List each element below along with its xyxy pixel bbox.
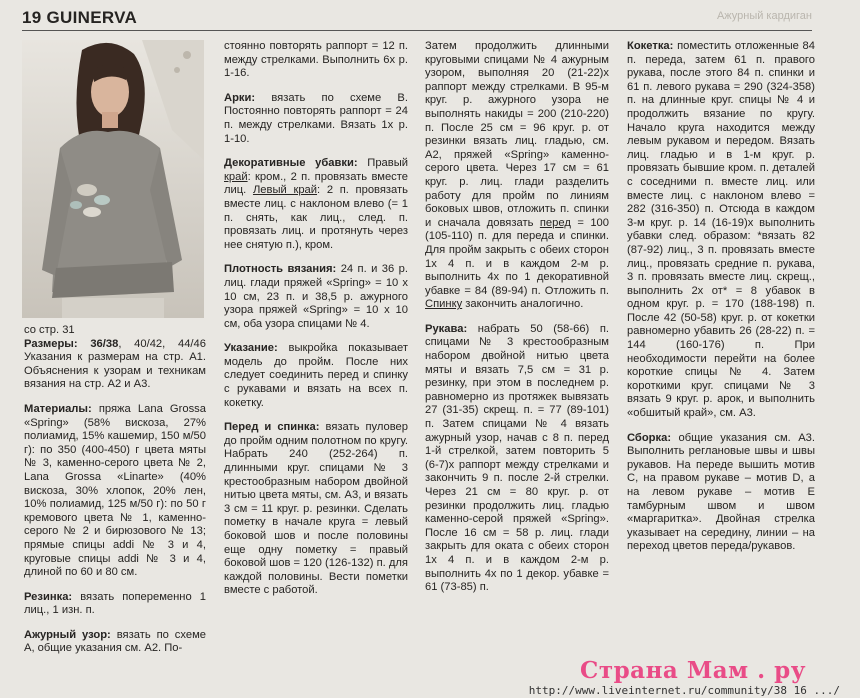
materials-paragraph <box>24 403 206 580</box>
arches-label: Арки: <box>224 91 256 104</box>
site-watermark-logo: Страна Мам . ру <box>580 657 806 684</box>
back-word: Спинку <box>425 298 463 311</box>
lace-label: Ажурный узор: <box>24 628 111 641</box>
lace-continued: стоянно повторять раппорт = 12 п. между стрелками. Выполнить 6х р. 1-16. <box>224 40 408 80</box>
arches-paragraph <box>224 92 408 146</box>
sizes-value: 36/38 <box>90 337 119 350</box>
model-photo <box>22 40 204 318</box>
body-continued-tail: = 100 (105-110) п. для переда и спинки. Для пройм закрыть с обеих сторон 1х 4 п. и в каждом 2-м р. выполнить 4х по 1 декоративной убавке = 84 (89-94) п. Отложить п. <box>425 216 609 297</box>
assembly-paragraph <box>627 432 815 554</box>
sizes-rest: , 40/42, 44/46 <box>118 337 206 350</box>
rib-paragraph <box>24 591 206 618</box>
rib-text: вязать попеременно 1 лиц., 1 изн. п. <box>24 590 206 617</box>
assembly-label: Сборка: <box>627 431 672 444</box>
column-4 <box>627 40 815 565</box>
density-text: 24 п. и 36 р. лиц. глади пряжей «Spring» = 10 х 10 см, 23 п. и 38,5 р. ажурного узора пряжей «Spring» = 10 х 10 см, оба узора спицами № 4. <box>224 263 408 330</box>
lace-text: вязать по схеме А, общие указания см. А2. По- <box>24 628 207 655</box>
note-text: выкройка показывает модель до пройм. После них следует соединить перед и спинку с рукавами и вязать на всех п. кокетку. <box>224 342 409 409</box>
header-bleed-text: Ажурный кардиган <box>716 10 812 22</box>
decorative-decreases-label: Декоративные убавки: <box>224 157 358 170</box>
body-continued-paragraph <box>425 40 609 312</box>
front-back-paragraph <box>224 421 408 598</box>
page-title: 19 GUINERVA <box>22 8 138 27</box>
yoke-label: Кокетка: <box>627 40 674 52</box>
dec-left-edge: Левый край <box>252 184 318 197</box>
dec-right-edge: край <box>224 170 248 183</box>
decorative-decreases-paragraph <box>224 157 408 252</box>
arches-text: вязать по схеме В. Постоянно повторять раппорт = 24 п. между стрелками. Вязать 1х р. 1-10. <box>224 91 409 145</box>
sleeves-label: Рукава: <box>425 322 468 335</box>
model-photo-drawing <box>22 40 204 318</box>
yoke-paragraph <box>627 40 815 421</box>
column-3 <box>425 40 609 606</box>
yoke-text: поместить отложенные 84 п. переда, затем 61 п. правого рукава, после этого 84 п. спинки и 61 п. левого рукава = 290 (324-358) п. на длинные круг. спицы № 4 и продолжить вязание по кругу. Начало круга находится между левым рукавом и передом. Вязать лиц. гладью и в 1-м круг. р. провязать бывшие кром. п. деталей с соседними п. вместе лиц. или вместе лиц. с наклоном влево = 282 (316-350) п. Отсюда в каждом 3-м круг. р. 14 (16-19)х выполнить убавки след. образом: *вязать 82 (87-92) лиц., 3 п. провязать вместе лиц., провязать средние п. рукава, 3 п. провязать вместе лиц. скрещ., выполнить 2х от* = 8 убавок в одном круг. р. = 170 (188-198) п. После 42 (50-58) круг. р. от кокетки равномерно убавить 26 (28-22) п. = 144 (160-176) п. При необходимости перейти на более короткие спицы № 4. Затем короткими круг. спицами № 3 вязать 9 круг. р. арок, и выполнить «обшитый край», см. А3. <box>627 40 816 420</box>
lace-paragraph <box>24 629 206 656</box>
body-continued-end: закончить аналогично. <box>462 298 584 311</box>
sizes-paragraph <box>24 338 206 392</box>
page-header <box>22 6 812 31</box>
density-paragraph <box>224 263 408 331</box>
source-url-link[interactable]: http://www.liveinternet.ru/community/38 16 .../ <box>528 684 840 697</box>
materials-label: Материалы: <box>24 402 92 415</box>
note-paragraph <box>224 342 408 410</box>
sizes-label: Размеры: <box>24 337 78 350</box>
note-label: Указание: <box>224 342 278 355</box>
dec-text-1: Правый <box>367 157 408 170</box>
column-2 <box>224 40 408 609</box>
density-label: Плотность вязания: <box>224 263 337 276</box>
column-1 <box>24 324 206 667</box>
materials-text: пряжа Lana Grossa «Spring» (58% вискоза, 27% полиамид, 15% кашемир, 150 м/50 г): по 350 (400-450) г цвета мяты № 3, каменно-серого цвета № 2, Lana Grossa «Linarte» (40% вискоза, 30% хлопок, 20% лен, 10% полиамид, 125 м/50 г): по 50 г кремового цвета № 1, каменно-серого № 2 и бирюзового № 13; прямые спицы addi № 3 и 4, круговые спицы addi № 3 и 4, длиной по 60 и 80 см. <box>24 402 206 579</box>
sleeves-text: набрать 50 (58-66) п. спицами № 3 крестообразным набором двойной нитью цвета мяты и вязать 7,5 см = 31 р. резинку, при этом в последнем р. равномерно из протяжек вывязать 27 (31-35) скрещ. п. = 77 (89-101) п. Затем спицами № 4 вязать ажурный узор, начав с 8 п. перед 1-й стрелкой, затем повторить 5 (6-7)х раппорт между стрелками и закончить 9 п. после 2-й стрелки. Через 21 см = 80 круг. р. от резинки продолжить лиц. гладью каменно-серой пряжей «Spring». После 16 см = 58 р. лиц. глади закрыть для оката с обеих сторон 1х 4 п. и в каждом 2-м р. выполнить 4х по 1 декор. убавке = 61 (73-85) п. <box>425 322 609 594</box>
assembly-text: общие указания см. А3. Выполнить реглановые швы и швы рукавов. На переде вышить мотив С, на правом рукаве – мотив D, а на левом рукаве – мотив Е тамбурным швом и швом «маргаритка». Двойная стрелка указывает на середину, линии – на переход цветов переда/рукавов. <box>627 431 816 553</box>
rib-label: Резинка: <box>24 590 73 603</box>
sleeves-paragraph <box>425 323 609 595</box>
front-back-text: вязать пуловер до пройм одним полотном по кругу. Набрать 240 (252-264) п. длинными круг. спицами № 3 крестообразным набором двойной нитью цвета мяты, см. А3, и вязать 3 см = 11 круг. р. резинки. Сделать пометку в начале круга = левый боковой шов и после половины еще одну пометку = правый боковой шов = 120 (126-132) п. для каждой половины. Вести пометки вместе с работой. <box>224 421 408 597</box>
dec-text-2: : кром., 2 п. провязать вместе лиц. <box>224 170 408 197</box>
photo-caption: со стр. 31 <box>24 324 75 336</box>
dec-text-3: : 2 п. провязать вместе лиц. с наклоном влево (= 1 п. снять, как лиц., след. п. провязать лиц. и протянуть через нее снятую п.), кром. <box>224 184 408 251</box>
sizes-note: Указания к размерам на стр. А1. Объяснения к узорам и техникам вязания на стр. А2 и А3. <box>24 351 206 391</box>
front-word: перед <box>539 216 571 229</box>
front-back-label: Перед и спинка: <box>224 421 320 434</box>
body-continued-text: Затем продолжить длинными круговыми спицами № 4 ажурным узором, выполняя 20 (21-22)х раппорт между стрелками. В 95-м круг. р. ажурного узора не выполнять накиды = 200 (210-220) п. После 25 см = 96 круг. р. от резинки вязать лиц. гладью, см. А2, пряжей «Spring» каменно-серого цвета. Через 17 см = 61 круг. р. лиц. глади разделить работу для пройм по линиям боковых швов, отложить п. спинки и сначала довязать <box>425 40 609 229</box>
